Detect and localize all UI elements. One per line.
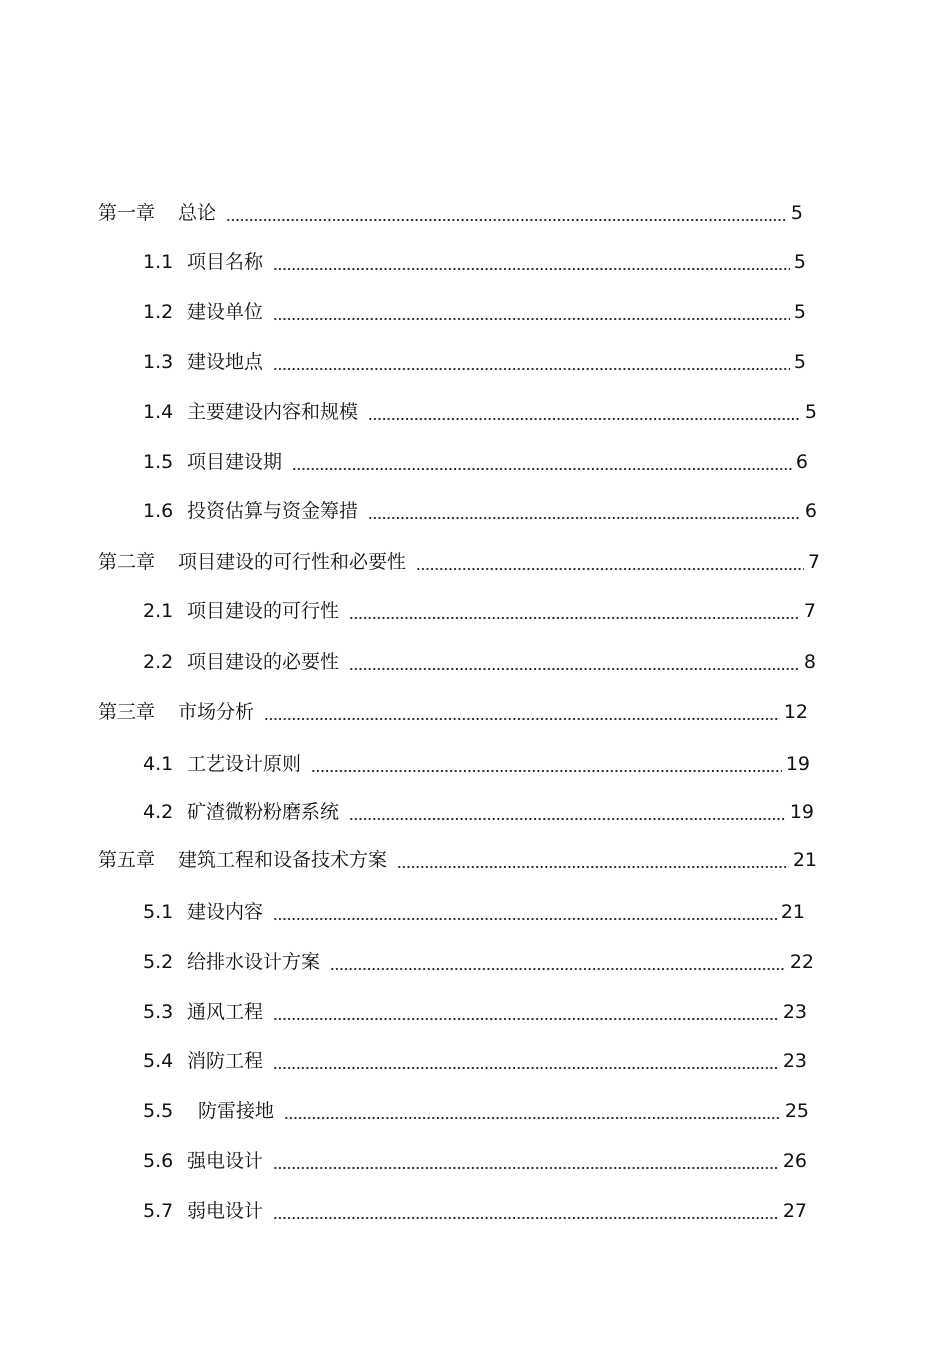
toc-section-number: 1.4 — [143, 401, 174, 423]
toc-leader-dots — [273, 1047, 779, 1075]
toc-section-number: 1.6 — [143, 500, 174, 522]
toc-page-number: 12 — [783, 701, 808, 723]
toc-page-number: 6 — [804, 500, 817, 522]
toc-entry[interactable] — [143, 348, 806, 376]
toc-entry[interactable] — [98, 548, 820, 576]
toc-entry-title: 主要建设内容和规模 — [187, 401, 359, 423]
toc-chapter-number: 第二章 — [98, 551, 156, 573]
toc-section-number: 5.2 — [143, 951, 174, 973]
toc-leader-dots — [273, 998, 779, 1026]
toc-page-number: 8 — [803, 651, 816, 673]
toc-entry[interactable] — [98, 199, 803, 227]
toc-page-number: 5 — [793, 251, 806, 273]
toc-leader-dots — [311, 750, 782, 778]
toc-section-number: 5.6 — [143, 1150, 174, 1172]
toc-entry[interactable] — [143, 750, 810, 778]
toc-leader-dots — [273, 348, 790, 376]
toc-chapter-number: 第一章 — [98, 202, 156, 224]
toc-entry-title: 项目建设的可行性 — [187, 600, 340, 622]
toc-page-number: 26 — [782, 1150, 807, 1172]
toc-entry-title: 投资估算与资金筹措 — [187, 500, 359, 522]
toc-leader-dots — [273, 1197, 779, 1225]
toc-leader-dots — [368, 497, 801, 525]
toc-section-number: 5.1 — [143, 901, 174, 923]
toc-entry[interactable] — [98, 698, 808, 726]
toc-entry[interactable] — [143, 448, 808, 476]
toc-page-number: 7 — [807, 551, 820, 573]
toc-entry[interactable] — [143, 298, 806, 326]
toc-entry-title: 工艺设计原则 — [187, 753, 302, 775]
toc-entry-title: 矿渣微粉粉磨系统 — [187, 801, 340, 823]
toc-entry-title: 建设单位 — [187, 301, 264, 323]
toc-leader-dots — [226, 199, 787, 227]
toc-entry[interactable] — [143, 1197, 807, 1225]
toc-entry-title: 项目名称 — [187, 251, 264, 273]
toc-chapter-number: 第三章 — [98, 701, 156, 723]
toc-leader-dots — [349, 648, 800, 676]
toc-leader-dots — [273, 898, 777, 926]
toc-entry[interactable] — [143, 497, 817, 525]
toc-page-number: 19 — [785, 753, 810, 775]
toc-page-number: 5 — [793, 351, 806, 373]
toc-leader-dots — [330, 948, 786, 976]
toc-leader-dots — [264, 698, 780, 726]
toc-entry-title: 建设地点 — [187, 351, 264, 373]
toc-leader-dots — [349, 798, 786, 826]
toc-leader-dots — [273, 1147, 779, 1175]
toc-section-number: 1.1 — [143, 251, 174, 273]
toc-section-number: 1.5 — [143, 451, 174, 473]
toc-entry-title: 项目建设期 — [187, 451, 283, 473]
toc-section-number: 2.2 — [143, 651, 174, 673]
toc-page-number: 22 — [789, 951, 814, 973]
toc-entry-title: 项目建设的必要性 — [187, 651, 340, 673]
toc-section-number: 2.1 — [143, 600, 174, 622]
toc-entry[interactable] — [143, 1047, 807, 1075]
toc-section-number: 1.3 — [143, 351, 174, 373]
toc-page-number: 5 — [804, 401, 817, 423]
toc-page-number: 6 — [795, 451, 808, 473]
toc-entry[interactable] — [143, 597, 816, 625]
toc-page-number: 5 — [793, 301, 806, 323]
toc-entry-title: 给排水设计方案 — [187, 951, 321, 973]
toc-entry[interactable] — [143, 948, 814, 976]
toc-page-number: 5 — [790, 202, 803, 224]
toc-leader-dots — [397, 846, 789, 874]
toc-leader-dots — [273, 248, 790, 276]
toc-page-number: 23 — [782, 1001, 807, 1023]
toc-leader-dots — [284, 1097, 781, 1125]
toc-leader-dots — [416, 548, 804, 576]
toc-entry[interactable] — [143, 898, 805, 926]
toc-page-number: 7 — [803, 600, 816, 622]
toc-leader-dots — [349, 597, 800, 625]
toc-section-number: 5.5 — [143, 1100, 174, 1122]
toc-section-number: 5.3 — [143, 1001, 174, 1023]
toc-page-number: 19 — [789, 801, 814, 823]
toc-entry-title: 建筑工程和设备技术方案 — [178, 849, 388, 871]
toc-section-number: 5.4 — [143, 1050, 174, 1072]
toc-page-number: 27 — [782, 1200, 807, 1222]
toc-section-number: 4.1 — [143, 753, 174, 775]
toc-entry-title: 建设内容 — [187, 901, 264, 923]
toc-entry[interactable] — [143, 1147, 807, 1175]
toc-leader-dots — [292, 448, 792, 476]
toc-entry[interactable] — [143, 798, 814, 826]
toc-entry-title: 市场分析 — [178, 701, 255, 723]
toc-entry[interactable] — [98, 846, 817, 874]
toc-page-number: 21 — [780, 901, 805, 923]
toc-entry-title: 消防工程 — [187, 1050, 264, 1072]
toc-page-number: 23 — [782, 1050, 807, 1072]
toc-entry-title: 总论 — [178, 202, 217, 224]
toc-entry-title: 防雷接地 — [198, 1100, 275, 1122]
toc-section-number: 5.7 — [143, 1200, 174, 1222]
toc-chapter-number: 第五章 — [98, 849, 156, 871]
toc-entry-title: 通风工程 — [187, 1001, 264, 1023]
toc-page-number: 25 — [784, 1100, 809, 1122]
toc-entry-title: 项目建设的可行性和必要性 — [178, 551, 407, 573]
toc-page-number: 21 — [792, 849, 817, 871]
toc-entry[interactable] — [143, 1097, 809, 1125]
toc-entry[interactable] — [143, 648, 816, 676]
toc-entry-title: 强电设计 — [187, 1150, 264, 1172]
toc-entry[interactable] — [143, 398, 817, 426]
toc-leader-dots — [273, 298, 790, 326]
toc-entry-title: 弱电设计 — [187, 1200, 264, 1222]
toc-entry[interactable] — [143, 248, 806, 276]
toc-section-number: 4.2 — [143, 801, 174, 823]
toc-entry[interactable] — [143, 998, 807, 1026]
toc-section-number: 1.2 — [143, 301, 174, 323]
toc-leader-dots — [368, 398, 801, 426]
